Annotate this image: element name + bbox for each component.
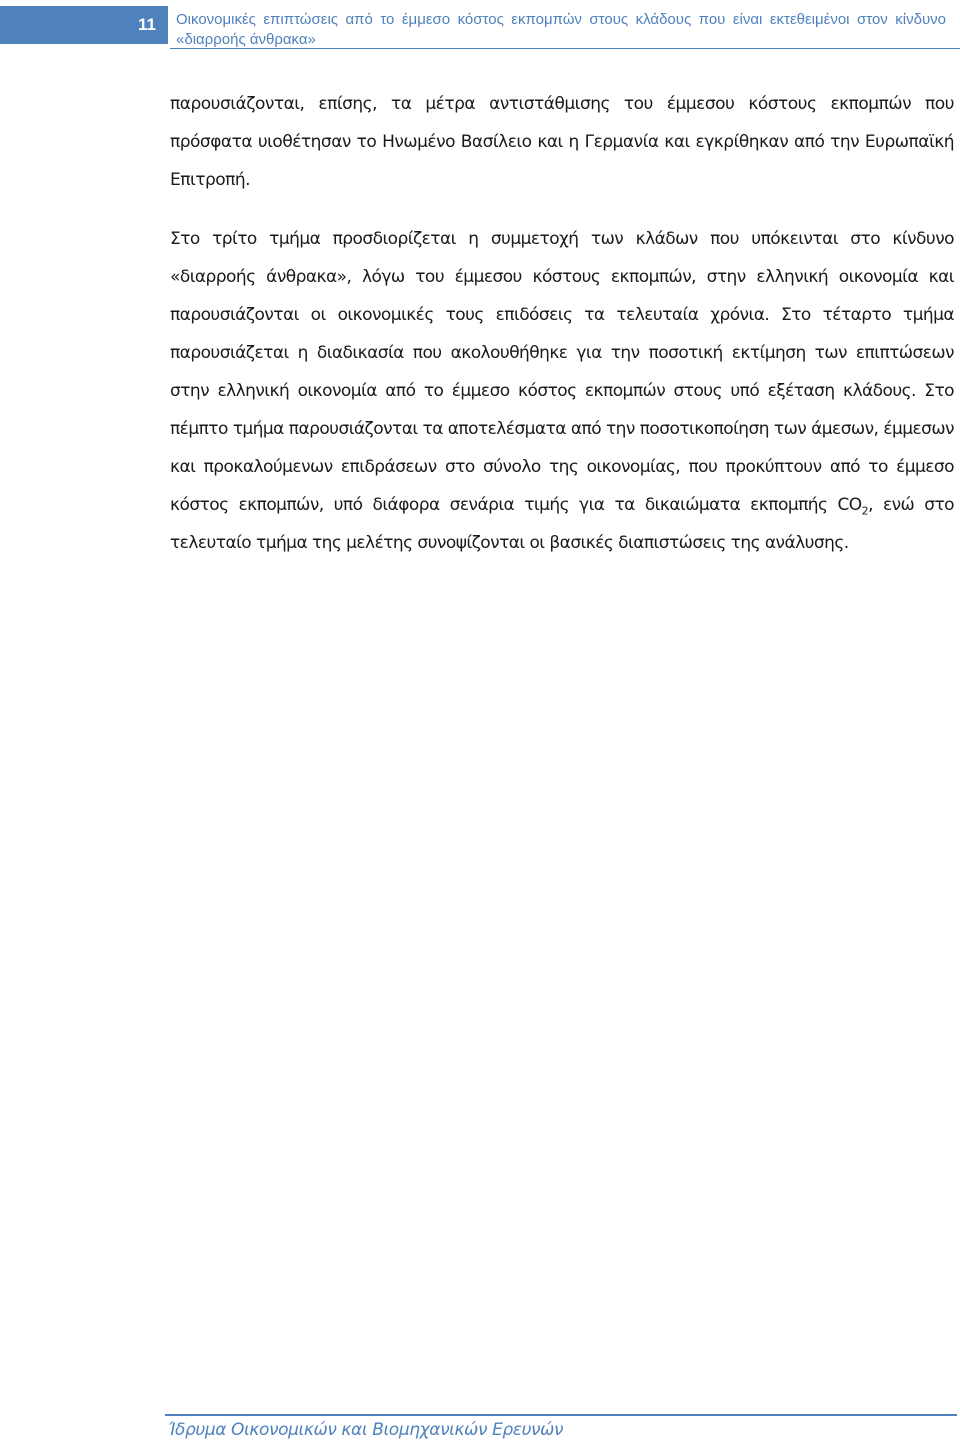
co2-subscript: 2 <box>861 504 869 518</box>
header-divider <box>170 48 960 49</box>
body-paragraph-2 <box>170 220 954 562</box>
paragraph-2-text: Στο τρίτο τμήμα προσδιορίζεται η συμμετοχή των κλάδων που υπόκεινται στο κίνδυνο «διαρροής άνθρακα», λόγω του έμμεσου κόστους εκπομπών, στην ελληνική οικονομία και παρουσιάζονται οι οικονομικές τους επιδόσεις τα τελευταία χρόνια. Στο τέταρτο τμήμα παρουσιάζεται η διαδικασία που ακολουθήθηκε για την ποσοτική εκτίμηση των επιπτώσεων στην ελληνική οικονομία από το έμμεσο κόστος εκπομπών στους υπό εξέταση κλάδους. Στο πέμπτο τμήμα παρουσιάζονται τα αποτελέσματα από την ποσοτικοποίηση των άμεσων, έμμεσων και προκαλούμενων επιδράσεων στο σύνολο της οικονομίας, που προκύπτουν από το έμμεσο κόστος εκπομπών, υπό διάφορα σενάρια τιμής για τα δικαιώματα εκπομπής CO <box>170 229 954 515</box>
running-header-title: Οικονομικές επιπτώσεις από το έμμεσο κόστος εκπομπών στους κλάδους που είναι εκτεθειμένοι στον κίνδυνο «διαρροής άνθρακα» <box>176 11 946 48</box>
paragraph-2-text-end: , ενώ στο τελευταίο τμήμα της μελέτης συνοψίζονται οι βασικές διαπιστώσεις της ανάλυσης. <box>170 495 954 553</box>
footer-institution: Ίδρυμα Οικονομικών και Βιομηχανικών Ερευνών <box>168 1420 564 1440</box>
page-number: 11 <box>0 6 168 44</box>
footer-divider <box>165 1414 957 1416</box>
body-paragraph-1: παρουσιάζονται, επίσης, τα μέτρα αντιστάθμισης του έμμεσου κόστους εκπομπών που πρόσφατα υιοθέτησαν το Ηνωμένο Βασίλειο και η Γερμανία και εγκρίθηκαν από την Ευρωπαϊκή Επιτροπή. <box>170 94 954 190</box>
